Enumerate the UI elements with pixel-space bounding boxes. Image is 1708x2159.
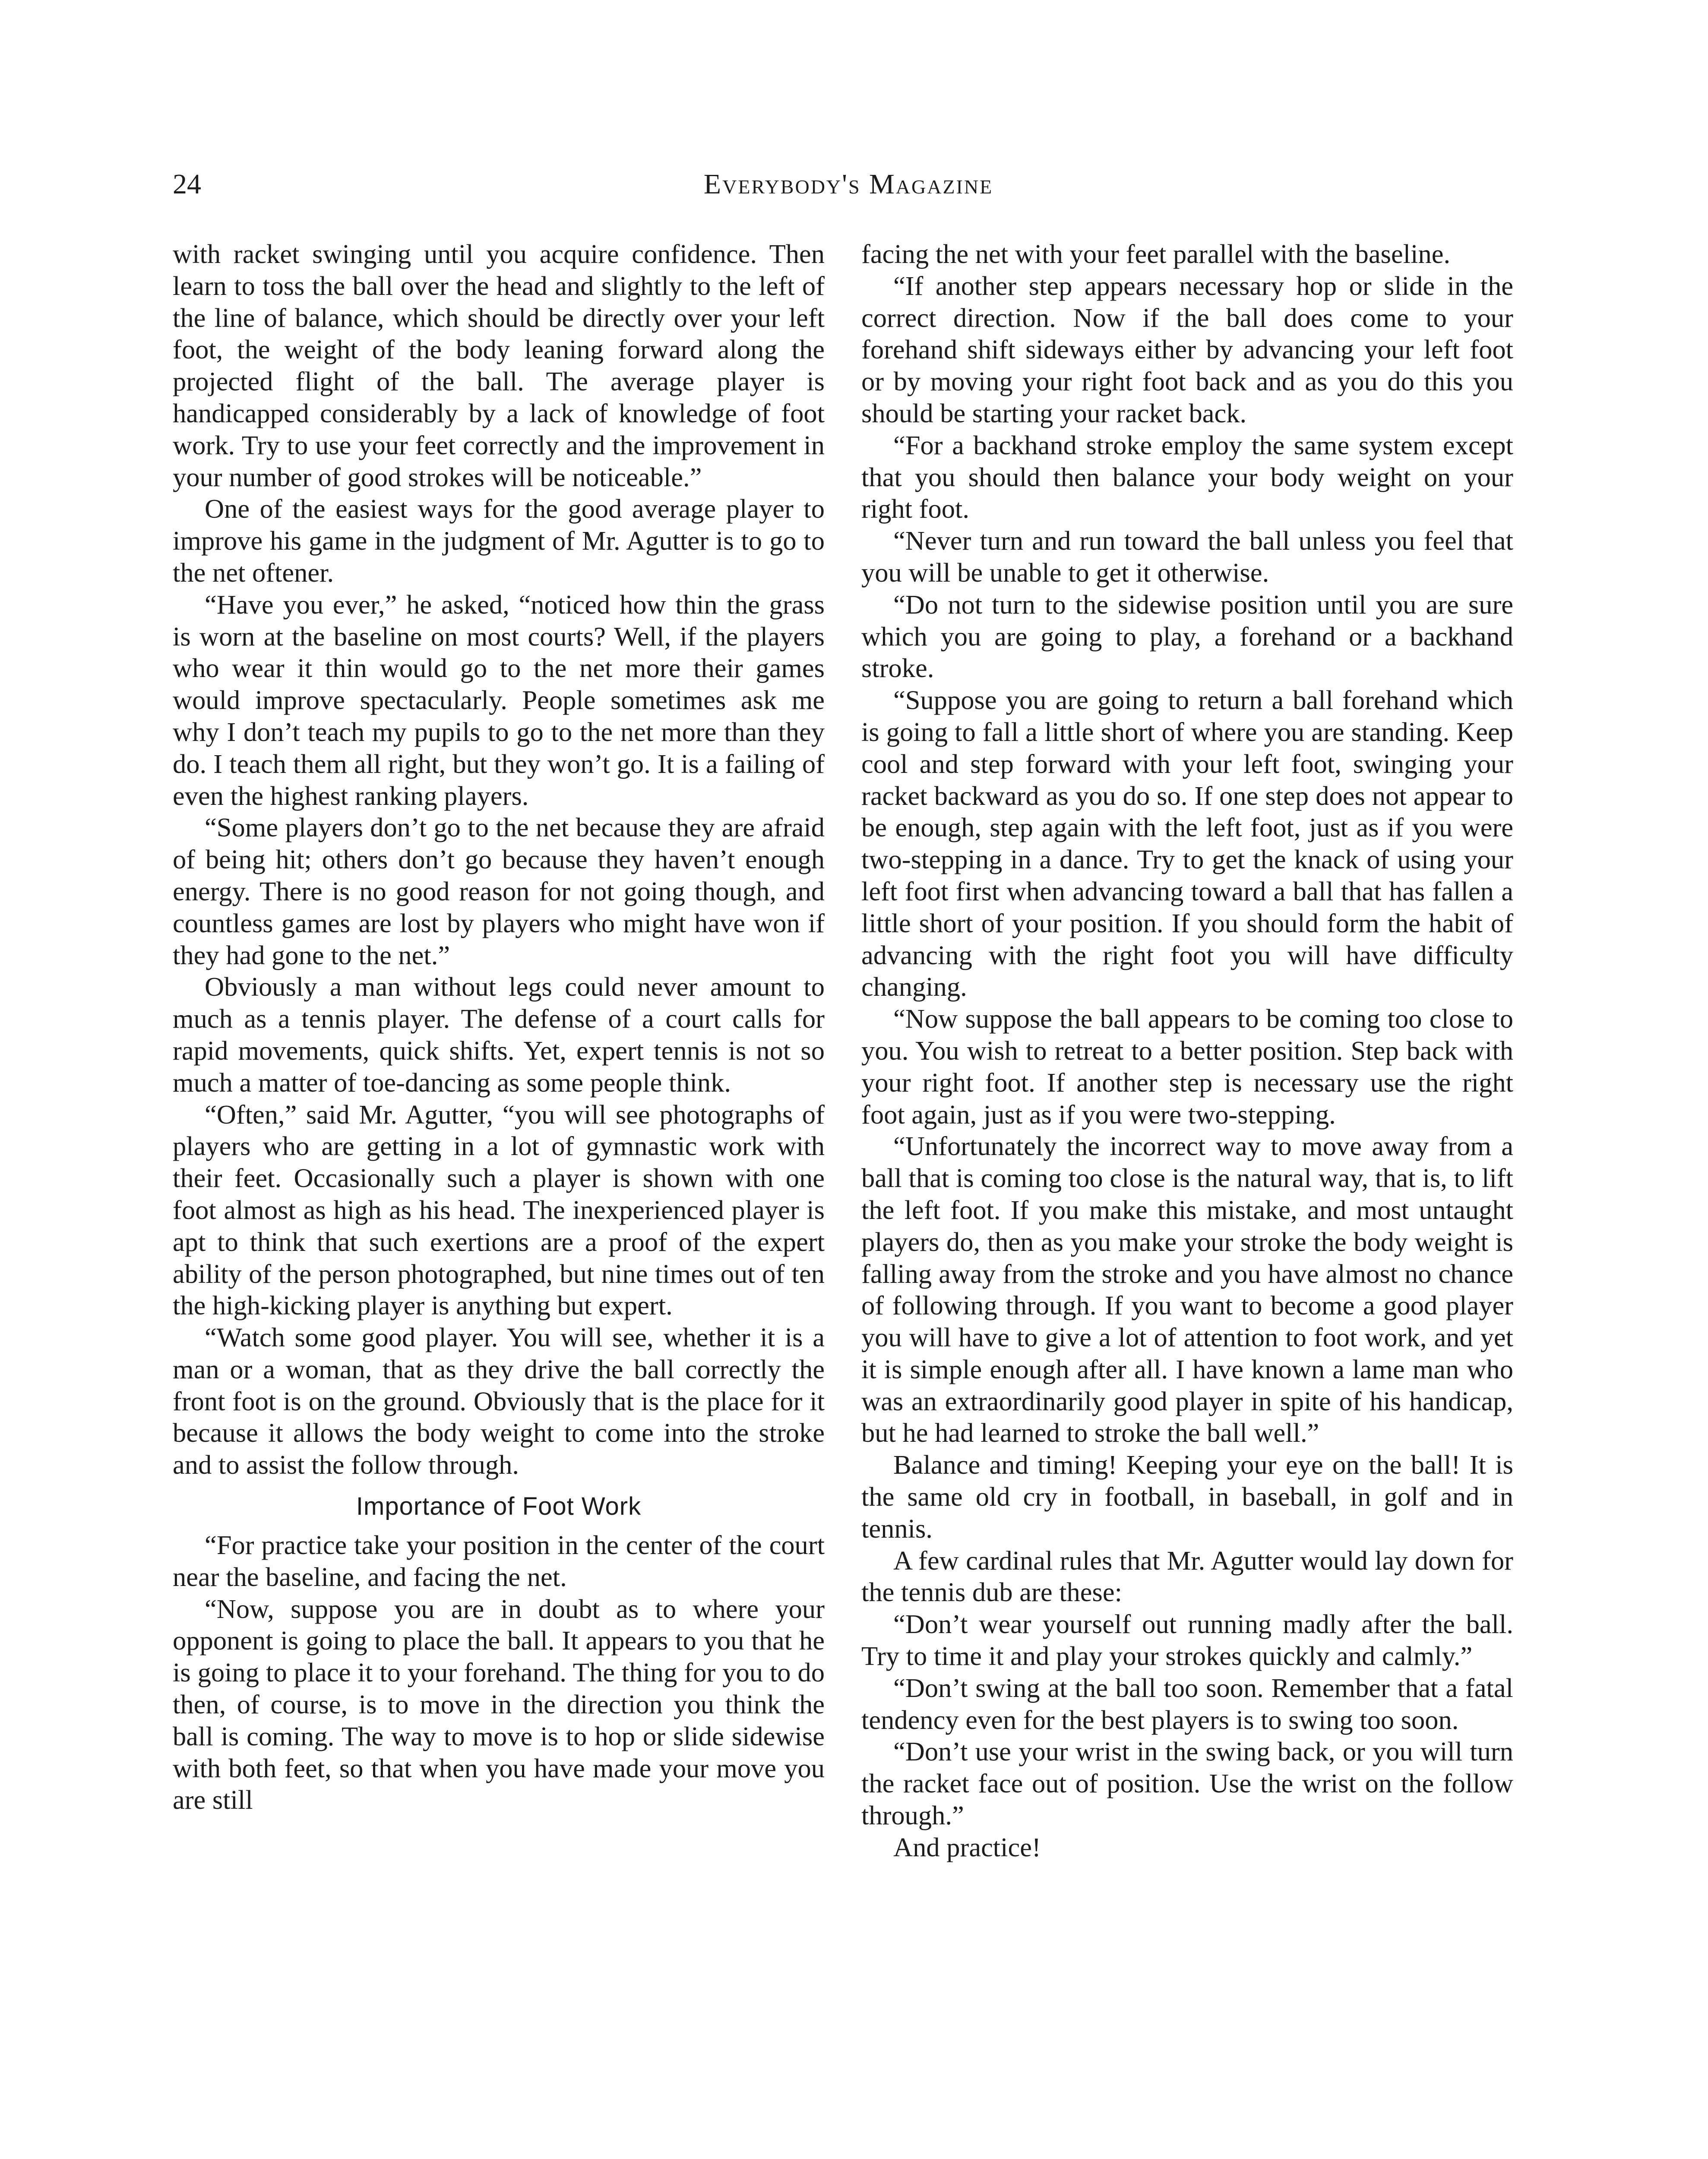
paragraph: “Suppose you are going to return a ball forehand which is going to fall a little short of where you are standing. Keep cool and step forward with your left foot, swinging your racket backward as you do so. If one step does not appear to be enough, step again with the left foot, just as if you were two-stepping in a dance. Try to get the knack of using your left foot first when advancing toward a ball that has fallen a little short of your position. If you should form the habit of advancing with the right foot you will have difficulty changing. (861, 685, 1513, 1002)
paragraph: “Don’t swing at the ball too soon. Remember that a fatal tendency even for the best players is to swing too soon. (861, 1672, 1513, 1735)
paragraph: “Don’t wear yourself out running madly after the ball. Try to time it and play your strokes quickly and calmly.” (861, 1609, 1513, 1671)
paragraph: “Often,” said Mr. Agutter, “you will see photographs of players who are getting in a lot of gymnastic work with their feet. Occasionally such a player is shown with one foot almost as high as his head. The inexperienced player is apt to think that such exertions are a proof of the expert ability of the person photographed, but nine times out of ten the high-kicking player is anything but expert. (173, 1099, 825, 1321)
paragraph: A few cardinal rules that Mr. Agutter would lay down for the tennis dub are these: (861, 1545, 1513, 1608)
paragraph: with racket swinging until you acquire confidence. Then learn to toss the ball over the head and slightly to the left of the line of balance, which should be directly over your left foot, the weight of the body leaning forward along the projected flight of the ball. The average player is handicapped considerably by a lack of knowledge of foot work. Try to use your feet correctly and the improvement in your number of good strokes will be noticeable.” (173, 239, 825, 492)
paragraph: facing the net with your feet parallel with the baseline. (861, 239, 1451, 269)
paragraph: “Now suppose the ball appears to be coming too close to you. You wish to retreat to a better position. Step back with your right foot. If another step is necessary use the right foot again, just as if you were two-stepping. (861, 1004, 1513, 1130)
paragraph: “Some players don’t go to the net because they are afraid of being hit; others don’t go because they haven’t enough energy. There is no good reason for not going though, and countless games are lost by players who might have won if they had gone to the net.” (173, 812, 825, 970)
paragraph: “Do not turn to the sidewise position until you are sure which you are going to play, a forehand or a backhand stroke. (861, 589, 1513, 684)
paragraph: “Don’t use your wrist in the swing back, or you will turn the racket face out of position. Use the wrist on the follow through.” (861, 1736, 1513, 1831)
paragraph: “For a backhand stroke employ the same system except that you should then balance your body weight on your right foot. (861, 430, 1513, 524)
page-number: 24 (173, 168, 201, 200)
right-column (861, 238, 1513, 1864)
paragraph: Balance and timing! Keeping your eye on the ball! It is the same old cry in football, in baseball, in golf and in tennis. (861, 1450, 1513, 1544)
section-subheading: Importance of Foot Work (356, 1492, 642, 1521)
paragraph: “Have you ever,” he asked, “noticed how thin the grass is worn at the baseline on most courts? Well, if the players who wear it thin would go to the net more their games would improve spectacularly. People sometimes ask me why I don’t teach my pupils to go to the net more than they do. I teach them all right, but they won’t go. It is a failing of even the highest ranking players. (173, 589, 825, 811)
paragraph: “Now, suppose you are in doubt as to where your opponent is going to place the ball. It appears to you that he is going to place it to your forehand. The thing for you to do then, of course, is to move in the direction you think the ball is coming. The way to move is to hop or slide sidewise with both feet, so that when you have made your move you are still (173, 1593, 825, 1815)
paragraph: “If another step appears necessary hop or slide in the correct direction. Now if the ball does come to your forehand shift sideways either by advancing your left foot or by moving your right foot back and as you do this you should be starting your racket back. (861, 270, 1513, 428)
left-column (173, 238, 825, 1816)
paragraph: Obviously a man without legs could never amount to much as a tennis player. The defense of a court calls for rapid movements, quick shifts. Yet, expert tennis is not so much a matter of toe-dancing as some people think. (173, 972, 825, 1098)
page-header (173, 161, 1524, 208)
magazine-title: Everybody's Magazine (703, 168, 993, 200)
paragraph: “For practice take your position in the center of the court near the baseline, and facing the net. (173, 1530, 825, 1592)
paragraph: “Watch some good player. You will see, whether it is a man or a woman, that as they drive the ball correctly the front foot is on the ground. Obviously that is the place for it because it allows the body weight to come into the stroke and to assist the follow through. (173, 1322, 825, 1480)
paragraph: “Never turn and run toward the ball unless you feel that you will be unable to get it otherwise. (861, 526, 1513, 588)
paragraph: And practice! (893, 1832, 1041, 1862)
paragraph: One of the easiest ways for the good average player to improve his game in the judgment of Mr. Agutter is to go to the net oftener. (173, 494, 825, 588)
paragraph: “Unfortunately the incorrect way to move away from a ball that is coming too close is the natural way, that is, to lift the left foot. If you make this mistake, and most untaught players do, then as you make your stroke the body weight is falling away from the stroke and you have almost no chance of following through. If you want to become a good player you will have to give a lot of attention to foot work, and yet it is simple enough after all. I have known a lame man who was an extraordinarily good player in spite of his handicap, but he had learned to stroke the ball well.” (861, 1131, 1513, 1448)
